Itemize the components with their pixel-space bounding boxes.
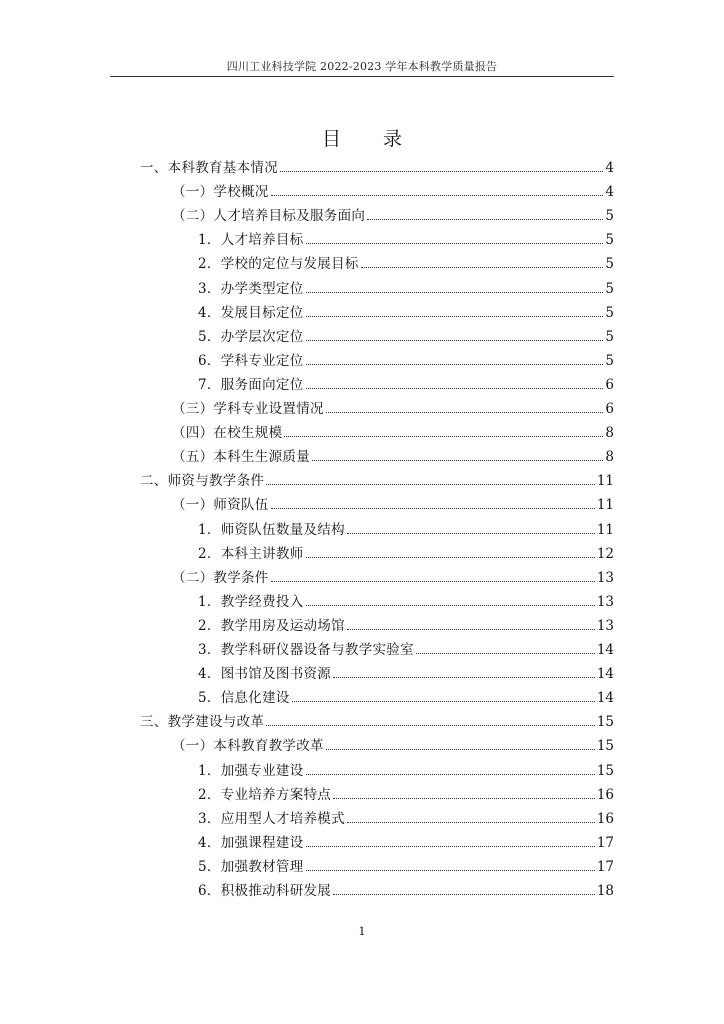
toc-entry-page: 8: [605, 449, 614, 466]
page-number: 1: [358, 925, 366, 938]
toc-entry[interactable]: [198, 761, 614, 781]
toc-entry-page: 17: [596, 858, 614, 875]
toc-entry-title: 2．学校的定位与发展目标: [198, 256, 359, 273]
toc-leader-dots: [347, 520, 595, 534]
toc-entry-title: （四）在校生规模: [172, 425, 283, 442]
header-divider: [110, 76, 614, 77]
toc-entry-title: 2．本科主讲教师: [198, 545, 304, 562]
toc-entry[interactable]: [140, 712, 614, 732]
toc-leader-dots: [306, 279, 604, 293]
toc-entry-page: 13: [596, 617, 614, 634]
toc-entry-title: 1．加强专业建设: [198, 762, 304, 779]
toc-entry-page: 5: [605, 256, 614, 273]
toc-entry[interactable]: [198, 254, 614, 274]
toc-entry[interactable]: [198, 785, 614, 805]
toc-entry-page: 15: [596, 762, 614, 779]
toc-entry-title: 2．教学用房及运动场馆: [198, 617, 345, 634]
toc-entry[interactable]: [172, 447, 614, 467]
toc-entry[interactable]: [198, 544, 614, 564]
toc-entry[interactable]: [198, 230, 614, 250]
toc-entry[interactable]: [140, 158, 614, 178]
toc-leader-dots: [306, 230, 604, 244]
toc-leader-dots: [266, 471, 595, 485]
toc-entry-title: 4．发展目标定位: [198, 304, 304, 321]
toc-entry-page: 14: [596, 690, 614, 707]
toc-entry[interactable]: [198, 881, 614, 901]
toc-entry-page: 16: [596, 786, 614, 803]
toc-entry[interactable]: [198, 592, 614, 612]
toc-entry-page: 5: [605, 232, 614, 249]
toc-leader-dots: [306, 857, 595, 871]
toc-entry[interactable]: [198, 279, 614, 299]
toc-entry-title: 2．专业培养方案特点: [198, 786, 332, 803]
toc-entry-title: （一）本科教育教学改革: [172, 738, 324, 755]
toc-entry-title: 4．图书馆及图书资源: [198, 666, 332, 683]
toc-entry[interactable]: [198, 809, 614, 829]
toc-entry[interactable]: [198, 351, 614, 371]
toc-entry-page: 11: [596, 473, 614, 490]
toc-leader-dots: [333, 664, 595, 678]
toc-entry-title: 5．信息化建设: [198, 690, 290, 707]
toc-entry[interactable]: [172, 423, 614, 443]
toc-entry-title: （一）学校概况: [172, 184, 269, 201]
toc-entry-page: 12: [596, 545, 614, 562]
toc-entry[interactable]: [198, 664, 614, 684]
toc-entry-title: （五）本科生生源质量: [172, 449, 310, 466]
toc-entry-title: 二、师资与教学条件: [140, 473, 265, 490]
toc-leader-dots: [306, 303, 604, 317]
toc-entry[interactable]: [198, 833, 614, 853]
toc-entry-page: 5: [605, 328, 614, 345]
toc-entry[interactable]: [172, 495, 614, 515]
toc-entry[interactable]: [198, 616, 614, 636]
toc-entry-title: 三、教学建设与改革: [140, 714, 265, 731]
toc-entry-title: 3．应用型人才培养模式: [198, 810, 345, 827]
toc-leader-dots: [271, 495, 595, 509]
toc-entry-title: 6．积极推动科研发展: [198, 883, 332, 899]
toc-entry[interactable]: [198, 688, 614, 708]
page-header: 四川工业科技学院 2022-2023 学年本科教学质量报告: [226, 60, 498, 73]
toc-leader-dots: [306, 592, 595, 606]
toc-entry-title: （二）教学条件: [172, 569, 269, 586]
toc-entry-title: 1．教学经费投入: [198, 593, 304, 610]
toc-entry[interactable]: [198, 520, 614, 540]
toc-entry-page: 11: [596, 521, 614, 538]
toc-entry-page: 11: [596, 497, 614, 514]
toc-leader-dots: [326, 399, 604, 413]
toc-leader-dots: [284, 423, 603, 437]
toc-entry[interactable]: [140, 471, 614, 491]
toc-entry-title: （一）师资队伍: [172, 497, 269, 514]
toc-entry[interactable]: [172, 568, 614, 588]
toc-leader-dots: [292, 688, 595, 702]
toc-leader-dots: [271, 568, 595, 582]
toc-entry-title: 4．加强课程建设: [198, 834, 304, 851]
toc-leader-dots: [333, 785, 595, 799]
toc-leader-dots: [306, 544, 595, 558]
toc-entry-page: 5: [605, 208, 614, 225]
toc-entry[interactable]: [198, 327, 614, 347]
toc-leader-dots: [361, 254, 604, 268]
toc-leader-dots: [306, 761, 595, 775]
toc-entry-page: 13: [596, 593, 614, 610]
toc-entry-title: （二）人才培养目标及服务面向: [172, 208, 366, 225]
toc-leader-dots: [312, 447, 603, 461]
toc-entry-page: 16: [596, 810, 614, 827]
toc-entry-title: 7．服务面向定位: [198, 376, 304, 393]
toc-entry-title: （三）学科专业设置情况: [172, 401, 324, 417]
toc-entry[interactable]: [198, 857, 614, 877]
toc-leader-dots: [416, 640, 595, 654]
toc-leader-dots: [306, 351, 604, 365]
toc-entry-title: 5．加强教材管理: [198, 858, 304, 875]
toc-leader-dots: [280, 158, 603, 172]
toc-entry-title: 一、本科教育基本情况: [140, 160, 278, 176]
toc-entry[interactable]: [198, 303, 614, 323]
toc-entry[interactable]: [172, 182, 614, 202]
toc-entry-page: 15: [596, 738, 614, 755]
toc-entry-title: 3．办学类型定位: [198, 280, 304, 297]
toc-leader-dots: [306, 375, 604, 389]
toc-entry-title: 6．学科专业定位: [198, 352, 304, 369]
toc-entry-page: 5: [605, 280, 614, 297]
toc-entry-page: 17: [596, 834, 614, 851]
toc-leader-dots: [347, 616, 595, 630]
toc-leader-dots: [367, 206, 603, 220]
toc-entry-page: 5: [605, 304, 614, 321]
toc-entry-title: 1．人才培养目标: [198, 232, 304, 249]
toc-leader-dots: [266, 712, 595, 726]
toc-entry[interactable]: [172, 206, 614, 226]
toc-entry-title: 1．师资队伍数量及结构: [198, 521, 345, 538]
toc-leader-dots: [333, 881, 595, 895]
toc-entry[interactable]: [198, 640, 614, 660]
toc-leader-dots: [306, 327, 604, 341]
toc-leader-dots: [347, 809, 595, 823]
toc-entry[interactable]: [172, 736, 614, 756]
toc-entry-page: 18: [596, 883, 614, 899]
toc-entry-page: 6: [605, 401, 614, 417]
toc-entry-page: 15: [596, 714, 614, 731]
toc-entry-page: 4: [605, 184, 614, 201]
toc-entry-page: 13: [596, 569, 614, 586]
toc-entry-page: 8: [605, 425, 614, 442]
toc-leader-dots: [271, 182, 604, 196]
toc-entry[interactable]: [198, 375, 614, 395]
toc-entry-page: 6: [605, 376, 614, 393]
toc-entry-page: 5: [605, 352, 614, 369]
toc-entry-page: 14: [596, 642, 614, 658]
toc-entry-title: 3．教学科研仪器设备与教学实验室: [198, 642, 414, 658]
toc-entry-title: 5．办学层次定位: [198, 328, 304, 345]
toc-entry-page: 14: [596, 666, 614, 683]
toc-entry[interactable]: [172, 399, 614, 419]
toc-leader-dots: [326, 736, 595, 750]
toc-leader-dots: [306, 833, 595, 847]
toc-title: 目 录: [321, 128, 421, 150]
toc-entry-page: 4: [605, 160, 614, 176]
